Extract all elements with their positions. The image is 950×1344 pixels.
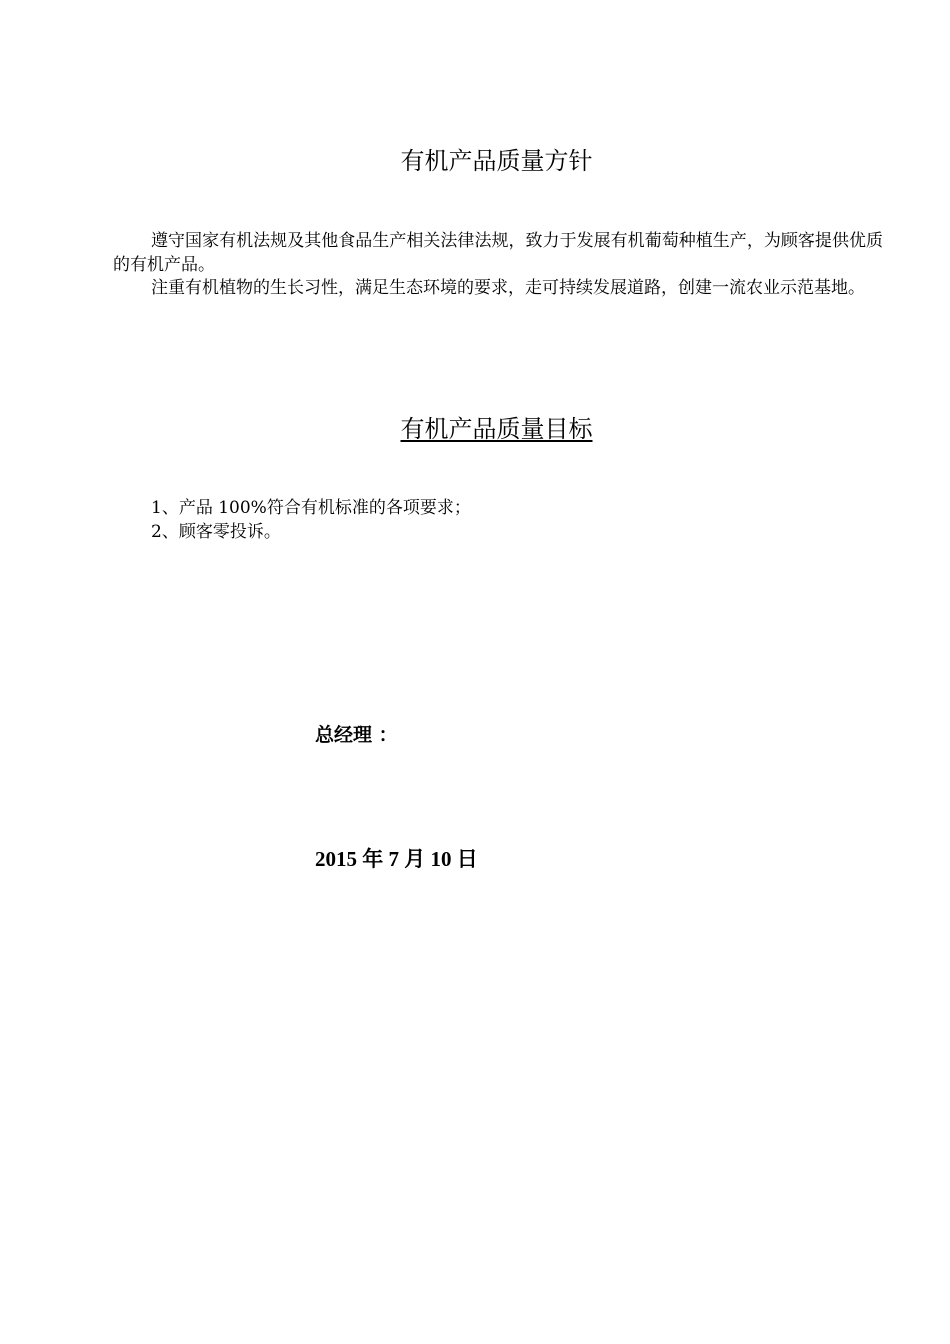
general-manager-label: 总经理 ： bbox=[315, 724, 398, 746]
policy-title-text: 有机产品质量方针 bbox=[400, 147, 593, 175]
policy-body bbox=[113, 230, 883, 301]
signature-date: 2015 年 7 月 10 日 bbox=[315, 847, 478, 871]
objectives-list bbox=[113, 497, 883, 544]
policy-paragraph-1: 遵守国家有机法规及其他食品生产相关法律法规，致力于发展有机葡萄种植生产，为顾客提供优质的有机产品。 bbox=[113, 231, 883, 275]
objectives-title bbox=[0, 414, 950, 444]
objective-item-2: 2、顾客零投诉。 bbox=[151, 521, 281, 542]
objectives-title-text: 有机产品质量目标 bbox=[400, 415, 593, 443]
policy-title bbox=[0, 146, 950, 176]
policy-paragraph-2: 注重有机植物的生长习性，满足生态环境的要求，走可持续发展道路，创建一流农业示范基地。 bbox=[151, 278, 865, 298]
objective-item-1: 1、产品 100%符合有机标准的各项要求； bbox=[151, 498, 471, 518]
